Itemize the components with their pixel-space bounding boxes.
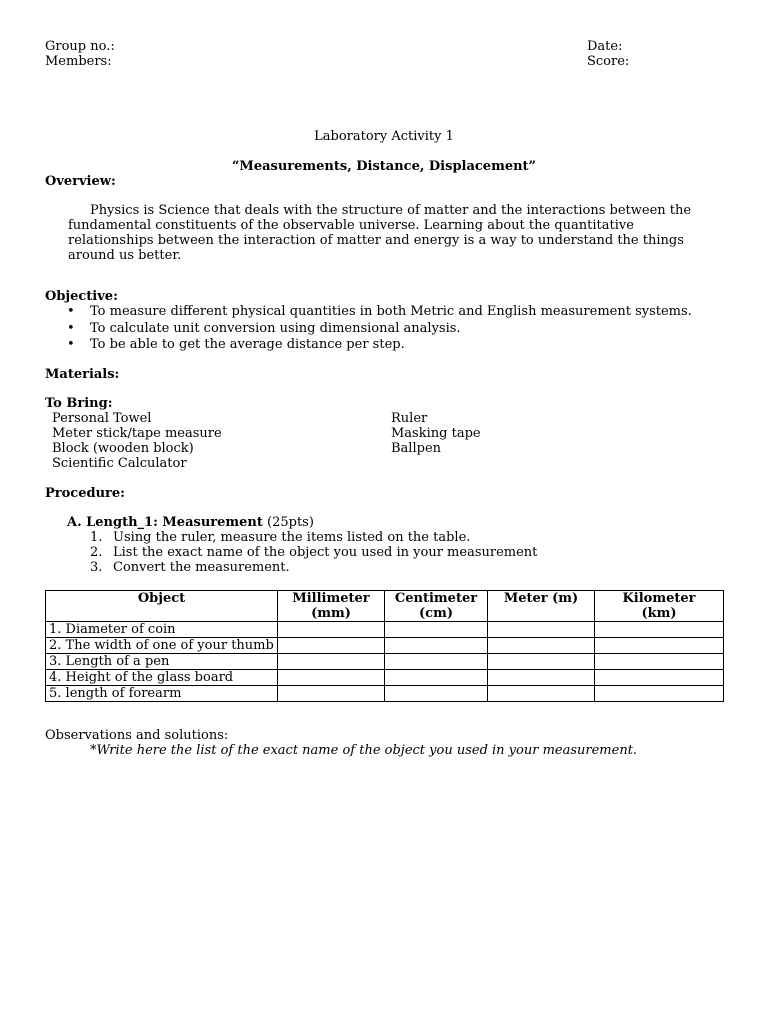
step-number: 3. <box>90 560 103 575</box>
score-label: Score: <box>587 54 630 69</box>
members-label: Members: <box>45 54 112 69</box>
millimeter-cell[interactable] <box>278 654 385 670</box>
header-text: Object <box>137 591 186 606</box>
object-cell: 2. The width of one of your thumb <box>46 638 278 654</box>
objective-item: • To measure different physical quantities in both Metric and English measurement systems. <box>45 304 725 320</box>
header-object <box>46 591 278 622</box>
header-text: Centimeter <box>394 591 478 606</box>
activity-title: Laboratory Activity 1 <box>314 129 454 144</box>
objective-list <box>45 304 725 354</box>
object-cell: 5. length of forearm <box>46 686 278 702</box>
overview-paragraph <box>68 203 708 263</box>
centimeter-cell[interactable] <box>385 670 488 686</box>
centimeter-cell[interactable] <box>385 638 488 654</box>
overview-heading: Overview: <box>45 174 116 189</box>
meter-cell[interactable] <box>488 686 595 702</box>
header-text: (mm) <box>311 606 351 621</box>
meter-cell[interactable] <box>488 670 595 686</box>
millimeter-cell[interactable] <box>278 686 385 702</box>
header-text: Kilometer <box>622 591 696 606</box>
procedure-heading: Procedure: <box>45 486 125 501</box>
date-label: Date: <box>587 39 623 54</box>
observations-heading: Observations and solutions: <box>45 728 229 743</box>
meter-cell[interactable] <box>488 622 595 638</box>
material-item: Block (wooden block) <box>52 441 194 456</box>
header-meter <box>488 591 595 622</box>
table-header-row <box>46 591 724 622</box>
material-item: Ruler <box>391 411 428 426</box>
object-cell: 4. Height of the glass board <box>46 670 278 686</box>
kilometer-cell[interactable] <box>595 622 724 638</box>
materials-heading: Materials: <box>45 367 120 382</box>
kilometer-cell[interactable] <box>595 670 724 686</box>
overview-text: Physics is Science that deals with the structure of matter and the interactions between the fundamental constituents of the observable universe. Learning about the quantitative relationships between the interaction of matter and energy is a way to understand the things around us better. <box>68 203 692 263</box>
observations-note: *Write here the list of the exact name of the object you used in your measurement. <box>90 743 638 758</box>
header-text: Millimeter <box>292 591 370 606</box>
procedure-steps <box>90 530 537 575</box>
objective-item: • To be able to get the average distance per step. <box>45 337 725 353</box>
header-centimeter <box>385 591 488 622</box>
activity-subtitle: “Measurements, Distance, Displacement” <box>231 159 537 174</box>
step-text: Convert the measurement. <box>113 560 290 575</box>
procedure-step <box>90 545 537 560</box>
centimeter-cell[interactable] <box>385 686 488 702</box>
header-text: Meter (m) <box>503 591 579 606</box>
header-millimeter <box>278 591 385 622</box>
objective-item: • To calculate unit conversion using dimensional analysis. <box>45 321 725 337</box>
meter-cell[interactable] <box>488 654 595 670</box>
millimeter-cell[interactable] <box>278 622 385 638</box>
table-row <box>46 654 724 670</box>
section-a-heading <box>67 515 314 530</box>
object-cell: 3. Length of a pen <box>46 654 278 670</box>
procedure-step <box>90 560 537 575</box>
material-item: Meter stick/tape measure <box>52 426 222 441</box>
millimeter-cell[interactable] <box>278 638 385 654</box>
kilometer-cell[interactable] <box>595 654 724 670</box>
material-item: Personal Towel <box>52 411 152 426</box>
material-item: Scientific Calculator <box>52 456 187 471</box>
table-row <box>46 622 724 638</box>
header-text: (km) <box>641 606 677 621</box>
millimeter-cell[interactable] <box>278 670 385 686</box>
step-number: 2. <box>90 545 103 560</box>
procedure-step <box>90 530 537 545</box>
header-kilometer <box>595 591 724 622</box>
meter-cell[interactable] <box>488 638 595 654</box>
material-item: Masking tape <box>391 426 481 441</box>
step-text: List the exact name of the object you used in your measurement <box>113 545 538 560</box>
table-row <box>46 670 724 686</box>
step-number: 1. <box>90 530 103 545</box>
material-item: Ballpen <box>391 441 442 456</box>
kilometer-cell[interactable] <box>595 686 724 702</box>
to-bring-heading: To Bring: <box>45 396 113 411</box>
object-cell: 1. Diameter of coin <box>46 622 278 638</box>
table-row <box>46 686 724 702</box>
section-a-title: A. Length_1: Measurement <box>67 515 263 530</box>
header-text: (cm) <box>419 606 453 621</box>
step-text: Using the ruler, measure the items listed on the table. <box>113 530 471 545</box>
measurement-table <box>45 590 724 702</box>
objective-heading: Objective: <box>45 289 118 304</box>
table-row <box>46 638 724 654</box>
centimeter-cell[interactable] <box>385 622 488 638</box>
kilometer-cell[interactable] <box>595 638 724 654</box>
centimeter-cell[interactable] <box>385 654 488 670</box>
group-number-label: Group no.: <box>45 39 115 54</box>
section-a-points: (25pts) <box>262 515 314 530</box>
